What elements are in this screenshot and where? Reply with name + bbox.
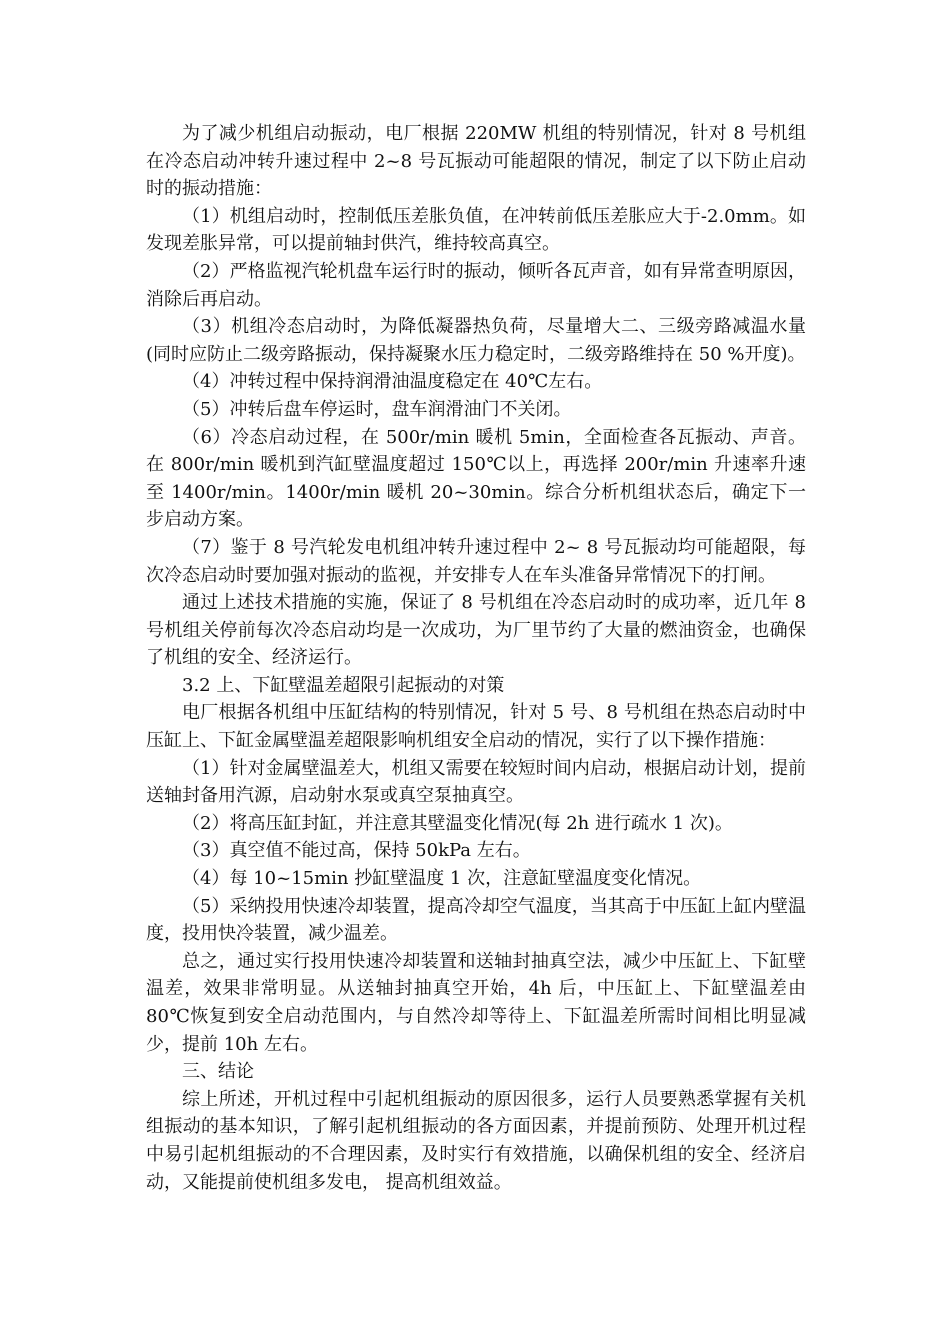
paragraph-operation-1: （1）针对金属壁温差大，机组又需要在较短时间内启动，根据启动计划，提前送轴封备用汽源，启动射水泵或真空泵抽真空。 bbox=[146, 757, 806, 807]
paragraph-measure-7: （7）鉴于 8 号汽轮发电机组冲转升速过程中 2~ 8 号瓦振动均可能超限，每次冷态启动时要加强对振动的监视，并安排专人在车头准备异常情况下的打闸。 bbox=[146, 536, 806, 586]
section-heading-3-2: 3.2 上、下缸壁温差超限引起振动的对策 bbox=[182, 674, 505, 696]
paragraph-measure-2: （2）严格监视汽轮机盘车运行时的振动，倾听各瓦声音，如有异常查明原因，消除后再启动。 bbox=[146, 260, 806, 310]
paragraph-intro: 为了减少机组启动振动，电厂根据 220MW 机组的特别情况，针对 8 号机组在冷态启动冲转升速过程中 2~8 号瓦振动可能超限的情况，制定了以下防止启动时的振动措施： bbox=[146, 123, 806, 200]
paragraph-operation-3: （3）真空值不能过高，保持 50kPa 左右。 bbox=[182, 840, 531, 862]
paragraph-measure-1: （1）机组启动时，控制低压差胀负值，在冲转前低压差胀应大于-2.0mm。如发现差胀异常，可以提前轴封供汽，维持较高真空。 bbox=[146, 205, 806, 255]
paragraph-operation-2: （2）将高压缸封缸，并注意其壁温变化情况(每 2h 进行疏水 1 次)。 bbox=[182, 812, 733, 834]
paragraph-section-3-2-intro: 电厂根据各机组中压缸结构的特别情况，针对 5 号、8 号机组在热态启动时中压缸上、下缸金属壁温差超限影响机组安全启动的情况，实行了以下操作措施： bbox=[146, 702, 806, 752]
document-body bbox=[146, 120, 812, 1196]
paragraph-measure-3: （3）机组冷态启动时，为降低凝器热负荷，尽量增大二、三级旁路减温水量(同时应防止二级旁路振动，保持凝聚水压力稳定时，二级旁路维持在 50 %开度)。 bbox=[146, 316, 806, 365]
paragraph-operation-5: （5）采纳投用快速冷却装置，提高冷却空气温度，当其高于中压缸上缸内壁温度，投用快冷装置，减少温差。 bbox=[146, 895, 806, 945]
paragraph-conclusion: 综上所述，开机过程中引起机组振动的原因很多，运行人员要熟悉掌握有关机组振动的基本知识，了解引起机组振动的各方面因素，并提前预防、处理开机过程中易引起机组振动的不合理因素，及时实行有效措施，以确保机组的安全、经济启动，又能提前使机组多发电， 提高机组效益。 bbox=[146, 1088, 806, 1193]
paragraph-summary-cold-start: 通过上述技术措施的实施，保证了 8 号机组在冷态启动时的成功率，近几年 8 号机组关停前每次冷态启动均是一次成功，为厂里节约了大量的燃油资金，也确保了机组的安全、经济运行。 bbox=[146, 592, 812, 669]
paragraph-measure-5: （5）冲转后盘车停运时，盘车润滑油门不关闭。 bbox=[182, 398, 572, 420]
paragraph-operation-4: （4）每 10~15min 抄缸壁温度 1 次，注意缸壁温度变化情况。 bbox=[182, 868, 702, 890]
paragraph-measure-6: （6）冷态启动过程，在 500r/min 暖机 5min，全面检查各瓦振动、声音。在 800r/min 暖机到汽缸壁温度超过 150℃以上，再选择 200r/min 升速率升速至 1400r/min。1400r/min 暖机 20~30min。综合分析机组状态后，确定下一步启动方案。 bbox=[146, 426, 806, 531]
paragraph-measure-4: （4）冲转过程中保持润滑油温度稳定在 40℃左右。 bbox=[182, 371, 603, 393]
paragraph-summary-hot-start: 总之，通过实行投用快速冷却装置和送轴封抽真空法，减少中压缸上、下缸壁温差，效果非常明显。从送轴封抽真空开始，4h 后，中压缸上、下缸壁温差由 80℃恢复到安全启动范围内，与自然冷却等待上、下缸温差所需时间相比明显减少，提前 10h 左右。 bbox=[146, 950, 812, 1055]
section-heading-conclusion: 三、结论 bbox=[182, 1061, 254, 1083]
